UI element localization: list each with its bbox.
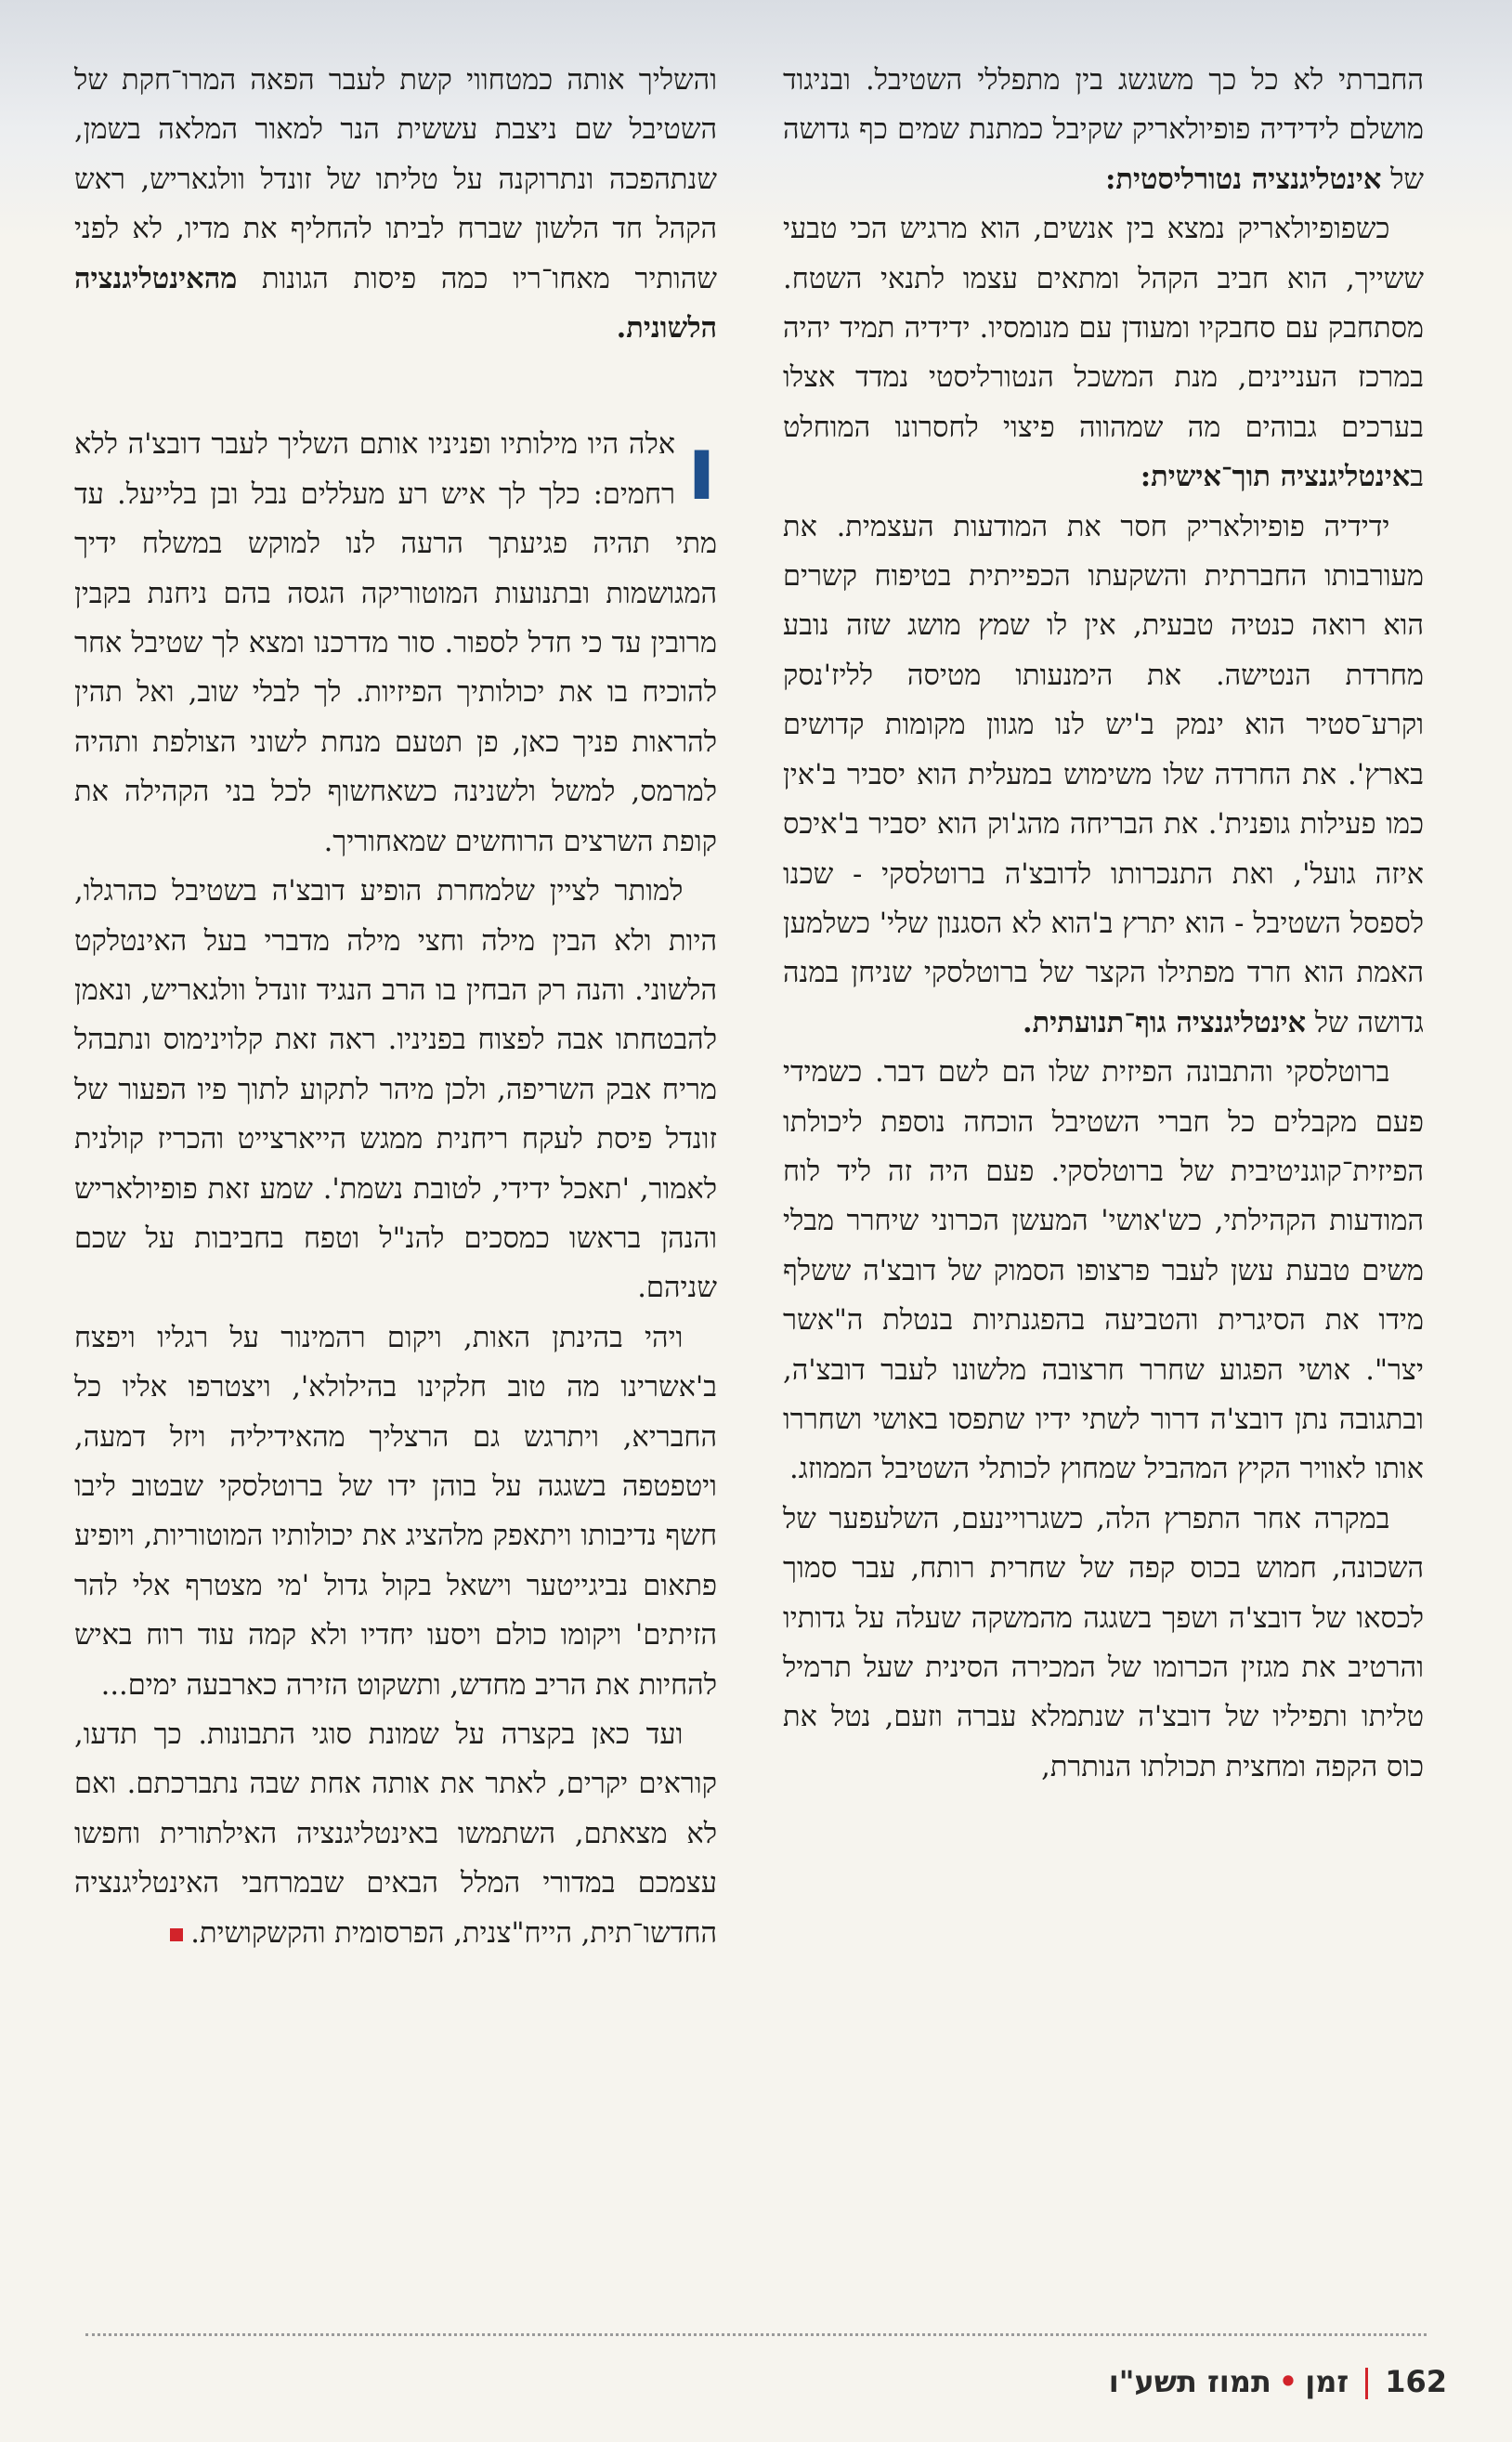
bold-term: מהאינטליגנציה הלשונית. <box>74 261 717 346</box>
paragraph-text: למותר לציין שלמחרת הופיע דובצ'ה בשטיבל כהרגלו, היות ולא הבין מילה וחצי מילה מדברי בעל האינטלקט הלשוני. והנה רק הבחין בו הרב הנגיד זונדל וולגאריש, ונאמן להבטחתו אבה לפצוח בפניניו. ראה זאת קלוינימוס ונתבהל מריח אבק השריפה, ולכן מיהר לתקוע לתוך פיו הפעור של זונדל פיסת לעקח ריחנית ממגש הייארצייט והכריז קולנית לאמור, 'תאכל ידידי, לטובת נשמת'. שמע זאת פופיולאריש והנהן בראשו כמסכים להנ"ל וטפח בחביבות על שכם שניהם. <box>74 875 717 1305</box>
paragraph-text: ועד כאן בקצרה על שמונת סוגי התבונות. כך תדעו, קוראים יקרים, לאתר את אותה אחת שבה נתברכתם. ואם לא מצאתם, השתמשו באינטליגנציה האילתורית וחפשו עצמכם במדורי המלל הבאים שבמרחבי האינטליגנציה החדשו־תית, הייח"צנית, הפרסומית והקשקושית. <box>74 1718 717 1950</box>
article-column-right <box>783 56 1424 1792</box>
paragraph-text: כשפופיולאריק נמצא בין אנשים, הוא מרגיש הכי טבעי ששייך, הוא חביב הקהל ומתאים עצמו לתנאי השטח. מסתחבק עם סחבקיו ומעודן עם מנומסיו. ידידיה תמיד יהיה במרכז העניינים, מנת המשכל הנטורליסטי נמדד אצלו בערכים גבוהים מה שמהווה פיצוי לחסרונו המוחלט ב <box>783 213 1424 494</box>
bold-term: אינטליגנציה נטורליסטית: <box>1105 162 1382 196</box>
bold-term: אינטליגנציה גוף־תנועתית. <box>1023 1005 1307 1039</box>
paragraph <box>74 867 717 1313</box>
section-break <box>74 353 717 420</box>
magazine-name: זמן <box>1305 2364 1349 2399</box>
footer-separator <box>1365 2368 1368 2399</box>
paragraph-text: ידידיה פופיולאריק חסר את המודעות העצמית. את מעורבותו החברתית והשקעתו הכפייתית בטיפוח קשרים הוא רואה כנטיה טבעית, אין לו שמץ מושג שזה נובע מחרדת הנטישה. את הימנעותו מטיסה לליז'נסק וקרע־סטיר הוא ינמק ב'יש לנו מגוון מקומות קדושים בארץ'. את החרדה שלו משימוש במעלית הוא יסביר ב'אין כמו פעילות גופנית'. את הבריחה מהג'וק הוא יסביר ב'איכס איזה גועל', ואת התנכרותו לדובצ'ה ברוטלסקי - שכנו לספסל השטיבל - הוא יתרץ ב'הוא לא הסגנון שלי' כשלמען האמת הוא חרד מפתילו הקצר של ברוטלסקי שניחן במנה גדושה של <box>783 510 1424 1039</box>
paragraph <box>783 503 1424 1048</box>
paragraph-text: במקרה אחר התפרץ הלה, כשגרויינעם, השלעפער של השכונה, חמוש בכוס קפה של שחרית רותח, עבר סמוך לכסאו של דובצ'ה ושפך בשגגה מהמשקה שעלה על גדותיו והרטיב את מגזין הכרומו של המכירה הסינית שעל תרמיל טליתו ותפיליו של דובצ'ה שנתמלא עברה וזעם, נטל את כוס הקפה ומחצית תכולתו הנותרת, <box>783 1502 1424 1783</box>
paragraph <box>783 204 1424 502</box>
paragraph-text: ויהי בהינתן האות, ויקום רהמינור על רגליו ויפצח ב'אשרינו מה טוב חלקינו בהילולא', ויצטרפו אליו כל החבריא, ויתרגש גם הרצליך מהאידיליה ויזל דמעה, ויטפטפה בשגגה על בוהן ידו של ברוטלסקי שבטוב ליבו חשף נדיבותו ויתאפק מלהציג את יכולותיו המוטוריות, ויופיע פתאום נביגייטער וישאל בקול גדול 'מי מצטרף אלי להר הזיתים' ויקומו כולם ויסעו יחדיו ולא קמה עוד רוח באיש להחיות את הריב מחדש, ותשקוט הזירה כארבעה ימים... <box>74 1321 717 1702</box>
paragraph-text: והשליך אותה כמטחווי קשת לעבר הפאה המרו־חקת של השטיבל שם ניצבת עששית הנר למאור המלאה בשמן, שנתהפכה ונתרוקנה על טליתו של זונדל וולגאריש, ראש הקהל חד הלשון שברח לביתו להחליף את מדיו, לא לפני שהותיר מאחו־ריו כמה פיסות הגונות <box>74 64 717 295</box>
paragraph <box>783 56 1424 204</box>
paragraph <box>783 1048 1424 1495</box>
bullet-icon: • <box>1278 2364 1298 2399</box>
paragraph <box>74 56 717 353</box>
footer-divider <box>85 2333 1427 2336</box>
end-of-article-square-icon <box>170 1928 183 1941</box>
paragraph <box>74 416 717 867</box>
paragraph <box>783 1495 1424 1792</box>
paragraph-text: ברוטלסקי והתבונה הפיזית שלו הם לשם דבר. כשמידי פעם מקבלים כל חברי השטיבל הוכחה נוספת ליכולתו הפיזית־קוגניטיבית של ברוטלסקי. פעם היה זה ליד לוח המודעות הקהילתי, כש'אושי' המעשן הכרוני שיחרר מבלי משים טבעת עשן לעבר פרצופו הסמוק של דובצ'ה ששלף מידו את הסיגרית והטביעה בהפגנתיות בנטלת ה"אשר יצר". אושי הפגוע שחרר חרצובה מלשונו לעבר דובצ'ה, ובתגובה נתן דובצ'ה דרור לשתי ידיו שתפסו באושי ושחררו אותו לאוויר הקיץ המהביל שמחוץ לכותלי השטיבל הממוזג. <box>783 1056 1424 1486</box>
bold-term: אינטליגנציה תוך־אישית: <box>1140 460 1411 494</box>
paragraph-text: החברתי לא כל כך משגשג בין מתפללי השטיבל. ובניגוד מושלם לידידיה פופיולאריק שקיבל כמתנת שמים כף גדושה של <box>783 64 1424 196</box>
paragraph <box>74 1313 717 1710</box>
paragraph <box>74 1710 717 1958</box>
page-footer <box>1109 2364 1447 2399</box>
drop-cap: ו <box>686 416 717 521</box>
article-column-left <box>74 56 717 1958</box>
page-number: 162 <box>1385 2364 1447 2399</box>
issue-date: תמוז תשע"ו <box>1108 2364 1271 2399</box>
paragraph-text: אלה היו מילותיו ופניניו אותם השליך לעבר דובצ'ה ללא רחמים: כלך לך איש רע מעללים נבל ובן בלייעל. עד מתי תהיה פגיעתך הרעה לנו למוקש במשלח ידיך המגושמות ובתנועות המוטוריקה הגסה בהם ניחנת בקבין מרובין עד כי חדל לספור. סור מדרכנו ומצא לך שטיבל אחר להוכיח בו את יכולותיך הפיזיות. לך לבלי שוב, ואל תהין להראות פניך כאן, פן תטעם מנחת לשוני הצולפת ותהיה למרמס, למשל ולשנינה כשאחשוף לכל בני הקהילה את קופת השרצים הרוחשים שמאחוריך. <box>74 428 717 858</box>
